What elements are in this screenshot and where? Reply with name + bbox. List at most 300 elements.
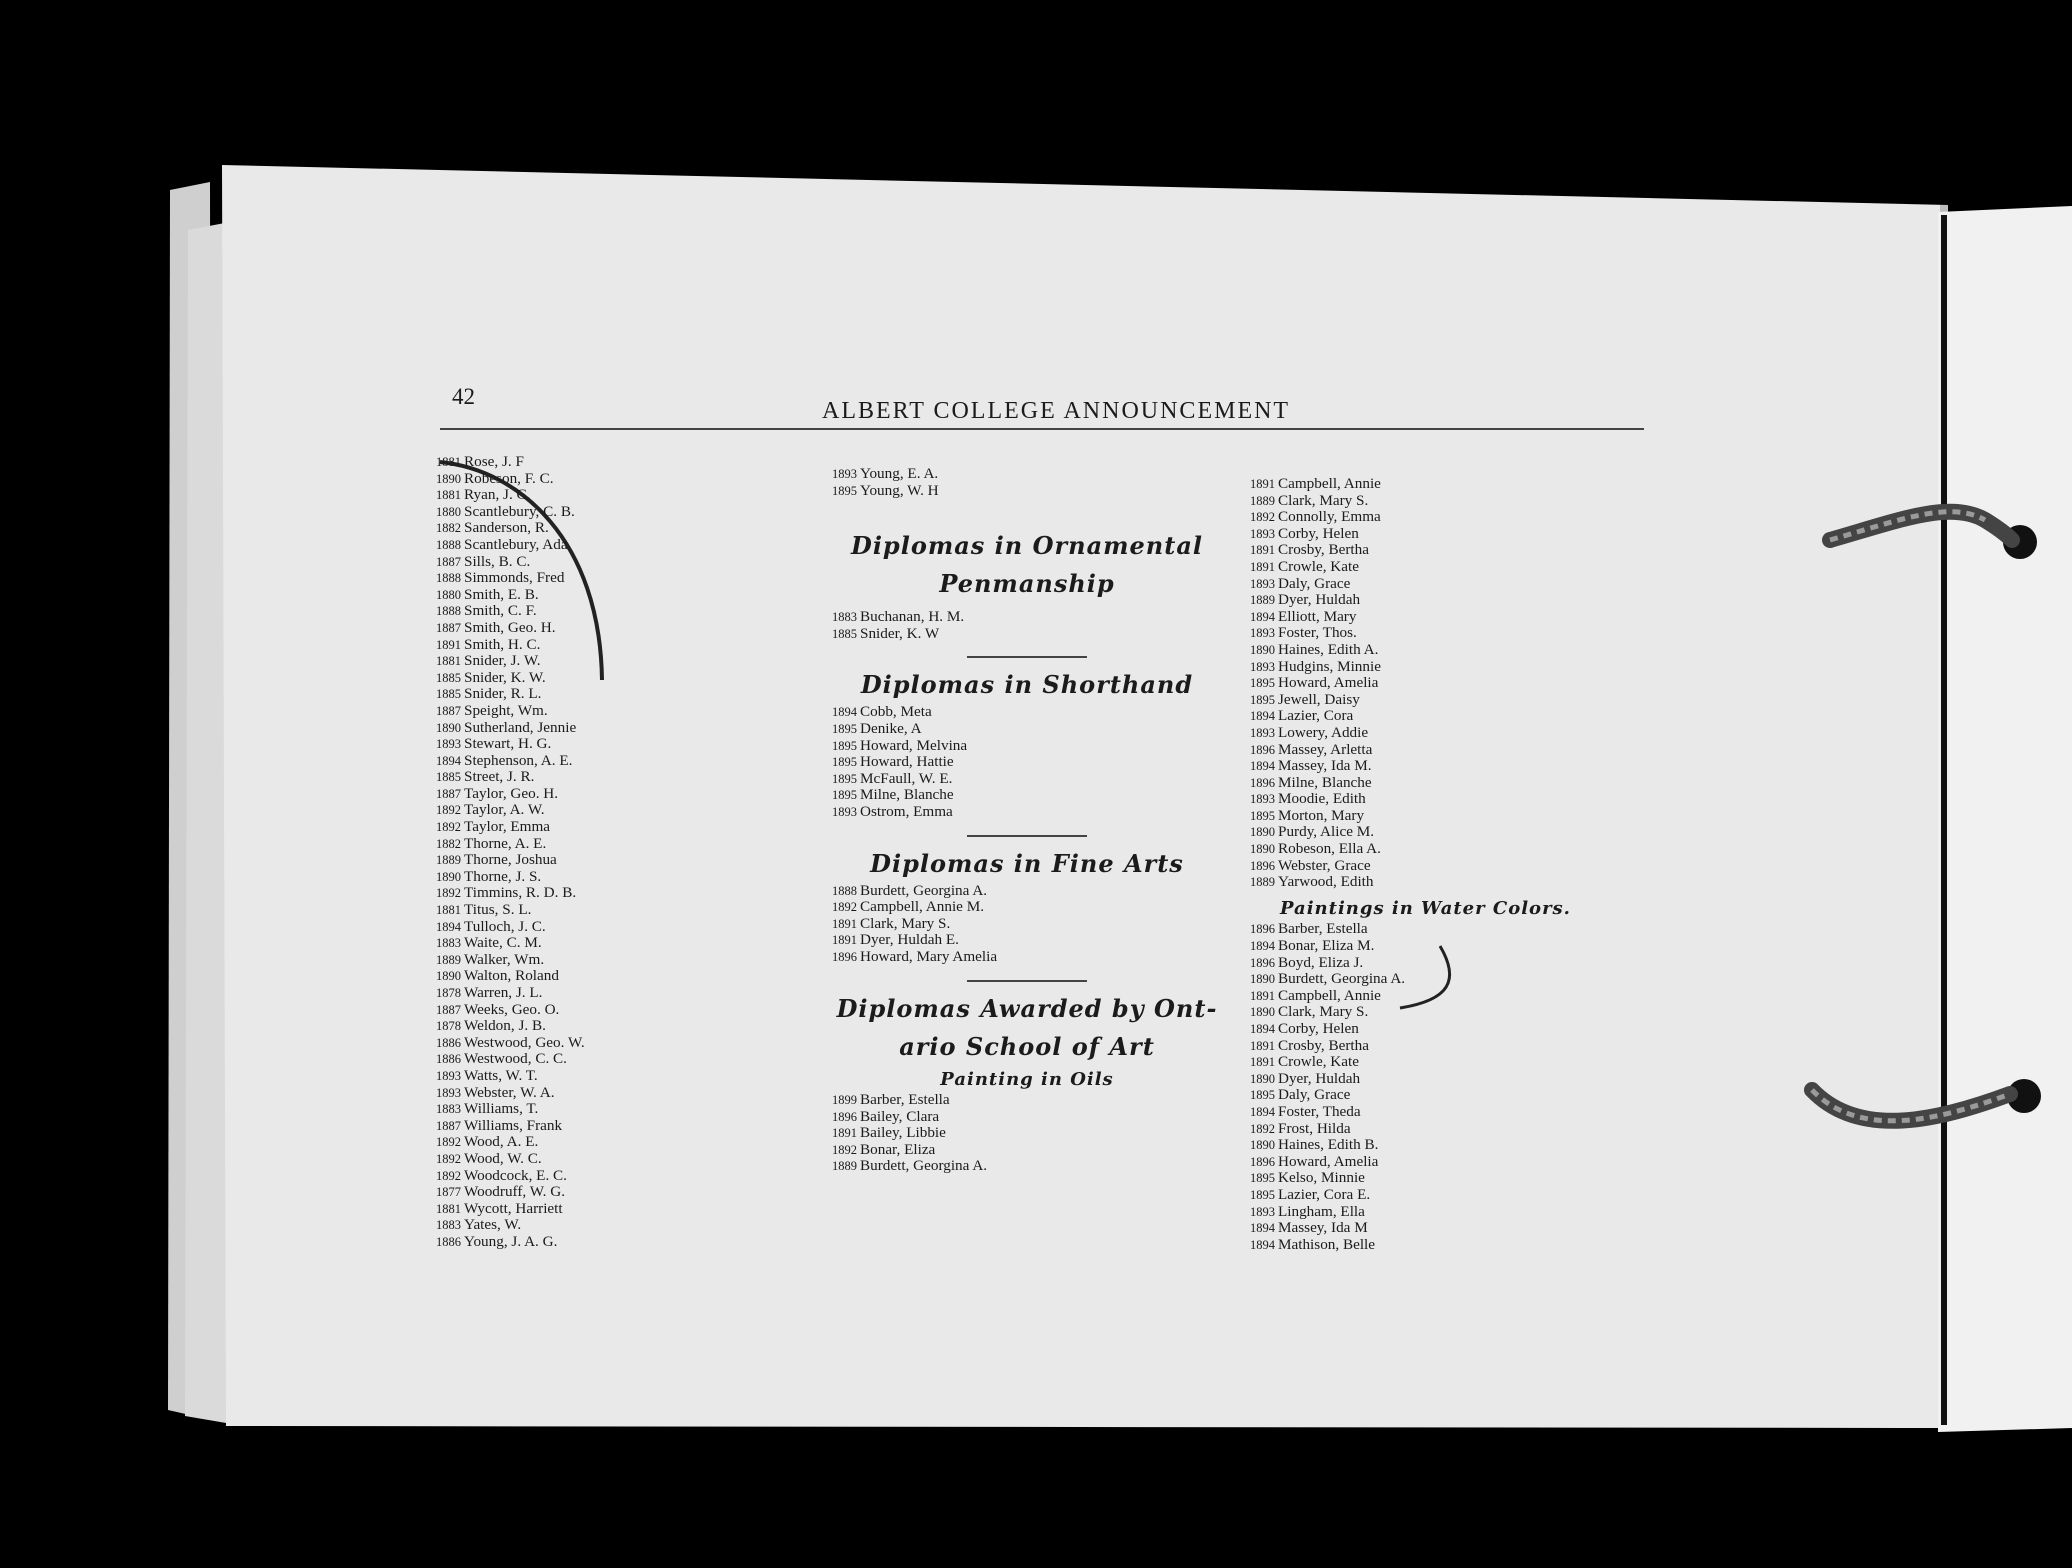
entry-year: 1888	[832, 883, 857, 898]
list-item	[436, 968, 585, 985]
entry-year: 1895	[1250, 692, 1275, 707]
list-item	[1250, 609, 1630, 626]
entry-year: 1890	[436, 969, 461, 984]
entry-year: 1882	[436, 521, 461, 536]
entry-year: 1892	[436, 820, 461, 835]
entry-name: Thorne, Joshua	[464, 851, 557, 869]
entry-year: 1894	[1250, 759, 1275, 774]
entry-name: Weldon, J. B.	[464, 1017, 546, 1035]
entry-name: Bailey, Libbie	[860, 1124, 946, 1142]
list-item	[1250, 1054, 1630, 1071]
entry-year: 1881	[436, 455, 461, 469]
entry-name: Howard, Melvina	[860, 736, 968, 754]
entry-year: 1893	[1250, 1204, 1275, 1219]
entry-year: 1889	[1250, 875, 1275, 890]
entry-year: 1890	[436, 869, 461, 884]
entry-name: Clark, Mary S.	[1278, 491, 1369, 509]
entry-year: 1887	[436, 1002, 461, 1017]
continued-list	[1250, 476, 1630, 891]
entry-year: 1894	[1250, 1104, 1275, 1119]
entry-year: 1891	[832, 916, 857, 931]
list-item	[832, 704, 1222, 721]
entry-year: 1890	[1250, 1138, 1275, 1153]
list-item	[1250, 509, 1630, 526]
list-item	[436, 985, 585, 1002]
entry-year: 1896	[1250, 858, 1275, 873]
entry-year: 1896	[832, 949, 857, 964]
entry-year: 1878	[436, 1019, 461, 1034]
list-item	[1250, 1038, 1630, 1055]
entry-year: 1896	[1250, 955, 1275, 970]
entry-year: 1895	[1250, 1187, 1275, 1202]
entry-name: Sills, B. C.	[464, 552, 531, 570]
entry-year: 1893	[1250, 725, 1275, 740]
entry-year: 1881	[436, 1201, 461, 1216]
entry-name: Smith, H. C.	[464, 635, 541, 653]
list-item	[832, 721, 1222, 738]
water-colors-list	[1250, 921, 1630, 1253]
entry-name: Corby, Helen	[1278, 524, 1359, 542]
section-shorthand	[832, 666, 1222, 820]
entry-year: 1889	[436, 952, 461, 967]
entry-year: 1896	[1250, 742, 1275, 757]
entry-name: Thorne, J. S.	[464, 867, 542, 885]
entry-year: 1895	[1250, 808, 1275, 823]
list-item	[436, 1118, 585, 1135]
section-divider	[967, 656, 1087, 658]
entry-name: Wood, W. C.	[464, 1149, 542, 1167]
entry-name: Wycott, Harriett	[464, 1199, 563, 1217]
list-item	[436, 1018, 585, 1035]
entry-name: Scantlebury, C. B.	[464, 502, 575, 520]
entry-year: 1892	[436, 803, 461, 818]
entry-name: Sutherland, Jennie	[464, 718, 577, 736]
entry-year: 1892	[436, 1135, 461, 1150]
entry-name: Daly, Grace	[1278, 1086, 1351, 1104]
entry-name: Cobb, Meta	[860, 703, 932, 721]
list-item	[436, 902, 585, 919]
entry-name: Campbell, Annie	[1278, 986, 1381, 1004]
entry-year: 1881	[436, 654, 461, 669]
entry-name: Snider, J. W.	[464, 652, 541, 670]
entry-year: 1891	[1250, 988, 1275, 1003]
list-item	[1250, 1104, 1630, 1121]
entry-year: 1895	[832, 483, 857, 498]
entry-year: 1899	[832, 1093, 857, 1108]
entry-year: 1892	[832, 900, 857, 915]
list-item	[832, 804, 1222, 821]
list-item	[436, 537, 585, 554]
entry-year: 1889	[1250, 493, 1275, 508]
entry-year: 1887	[436, 554, 461, 569]
list-item	[1250, 542, 1630, 559]
entry-year: 1890	[1250, 842, 1275, 857]
list-item	[436, 670, 585, 687]
list-item	[436, 587, 585, 604]
list-item	[436, 919, 585, 936]
section-heading: Diplomas in Fine Arts	[870, 848, 1184, 878]
list-item	[1250, 476, 1630, 493]
entry-year: 1896	[832, 1109, 857, 1124]
entry-name: Foster, Thos.	[1278, 624, 1357, 642]
section-heading-cont: ario School of Art	[899, 1031, 1155, 1061]
list-item	[832, 787, 1222, 804]
entry-name: Barber, Estella	[1278, 920, 1368, 938]
entry-name: Connolly, Emma	[1278, 508, 1381, 526]
entry-year: 1886	[436, 1052, 461, 1067]
list-item	[832, 466, 1222, 483]
entry-name: Titus, S. L.	[464, 901, 532, 919]
list-item	[832, 1109, 1222, 1126]
list-item	[436, 885, 585, 902]
list-item	[436, 935, 585, 952]
list-item	[1250, 708, 1630, 725]
continued-list	[832, 466, 1222, 499]
entry-name: Denike, A	[860, 719, 922, 737]
entry-year: 1889	[832, 1159, 857, 1174]
list-item	[832, 1142, 1222, 1159]
list-item	[436, 504, 585, 521]
entry-name: Woodcock, E. C.	[464, 1166, 567, 1184]
entry-name: Walker, Wm.	[464, 950, 545, 968]
entry-name: Burdett, Georgina A.	[860, 1157, 988, 1175]
entry-year: 1895	[832, 755, 857, 770]
entry-year: 1893	[1250, 792, 1275, 807]
list-item	[436, 819, 585, 836]
entry-year: 1895	[1250, 676, 1275, 691]
entry-year: 1890	[1250, 642, 1275, 657]
middle-column	[832, 466, 1222, 1183]
entry-name: Timmins, R. D. B.	[464, 884, 577, 902]
list-item	[1250, 988, 1630, 1005]
entry-year: 1886	[436, 1234, 461, 1249]
entry-year: 1885	[436, 687, 461, 702]
entry-year: 1893	[436, 1068, 461, 1083]
entry-year: 1882	[436, 836, 461, 851]
list-item	[436, 471, 585, 488]
entry-year: 1887	[436, 620, 461, 635]
list-item	[436, 1002, 585, 1019]
section-heading-cont: Penmanship	[939, 569, 1115, 599]
list-item	[1250, 955, 1630, 972]
entry-year: 1896	[1250, 1154, 1275, 1169]
entry-name: Lowery, Addie	[1278, 723, 1369, 741]
section-heading: Diplomas in Shorthand	[860, 670, 1194, 700]
entry-year: 1880	[436, 504, 461, 519]
entry-name: Speight, Wm.	[464, 701, 548, 719]
entry-name: Massey, Arletta	[1278, 740, 1373, 758]
entry-name: Crowle, Kate	[1278, 1053, 1359, 1071]
entry-name: Young, E. A.	[860, 465, 939, 482]
entry-year: 1890	[1250, 825, 1275, 840]
entry-year: 1892	[436, 886, 461, 901]
entry-name: Smith, Geo. H.	[464, 618, 556, 636]
entry-year: 1891	[436, 637, 461, 652]
list-item	[436, 1101, 585, 1118]
entry-name: Moodie, Edith	[1278, 790, 1366, 808]
list-item	[436, 720, 585, 737]
section-water-colors	[1250, 897, 1630, 1253]
list-item	[1250, 824, 1630, 841]
entry-name: Weeks, Geo. O.	[464, 1000, 560, 1018]
entry-year: 1883	[832, 610, 857, 625]
list-item	[1250, 1220, 1630, 1237]
entry-name: Snider, R. L.	[464, 685, 542, 703]
entry-year: 1894	[1250, 1022, 1275, 1036]
list-item	[1250, 971, 1630, 988]
page-number: 42	[452, 384, 475, 409]
entry-year: 1890	[1250, 1005, 1275, 1020]
list-item	[1250, 526, 1630, 543]
section-ornamental-penmanship	[832, 527, 1222, 642]
entry-name: Yarwood, Edith	[1278, 873, 1374, 891]
list-item	[436, 802, 585, 819]
entry-year: 1895	[1250, 1171, 1275, 1186]
right-column	[1250, 476, 1630, 1261]
entry-name: Stephenson, A. E.	[464, 751, 573, 769]
list-item	[436, 653, 585, 670]
entry-year: 1890	[1250, 1071, 1275, 1086]
list-item	[1250, 758, 1630, 775]
section-ontario-school-of-art	[832, 990, 1222, 1176]
entry-year: 1894	[832, 705, 857, 720]
entry-year: 1894	[436, 919, 461, 934]
list-item	[1250, 493, 1630, 510]
entry-year: 1891	[1250, 477, 1275, 491]
list-item	[1250, 725, 1630, 742]
entry-name: Barber, Estella	[860, 1091, 950, 1109]
entry-year: 1894	[1250, 709, 1275, 724]
entry-name: Dyer, Huldah	[1278, 591, 1361, 609]
entry-name: Smith, E. B.	[464, 585, 539, 603]
list-item	[1250, 1204, 1630, 1221]
list-item	[1250, 791, 1630, 808]
entry-year: 1890	[436, 720, 461, 735]
list-item	[1250, 921, 1630, 938]
entry-year: 1895	[832, 738, 857, 753]
entry-name: Crosby, Bertha	[1278, 1036, 1369, 1054]
entry-name: Burdett, Georgina A.	[860, 881, 988, 899]
list-item	[436, 1035, 585, 1052]
entry-name: Massey, Ida M	[1278, 1219, 1368, 1237]
list-item	[436, 1234, 585, 1251]
list-item	[436, 686, 585, 703]
entry-name: Clark, Mary S.	[860, 914, 951, 932]
entry-year: 1894	[1250, 1221, 1275, 1236]
entry-name: Burdett, Georgina A.	[1278, 970, 1406, 988]
entry-name: Bonar, Eliza M.	[1278, 937, 1375, 955]
entry-name: Morton, Mary	[1278, 806, 1365, 824]
entry-name: Waite, C. M.	[464, 934, 542, 952]
entry-year: 1893	[436, 737, 461, 752]
list-item	[436, 1168, 585, 1185]
list-item	[1250, 938, 1630, 955]
entry-name: Bailey, Clara	[860, 1107, 940, 1125]
entry-name: Purdy, Alice M.	[1278, 823, 1375, 841]
list-item	[832, 916, 1222, 933]
entry-year: 1894	[436, 753, 461, 768]
entry-year: 1895	[1250, 1088, 1275, 1103]
entry-year: 1883	[436, 936, 461, 951]
list-item	[436, 620, 585, 637]
entry-name: Foster, Theda	[1278, 1102, 1361, 1120]
list-item	[1250, 675, 1630, 692]
list-item	[436, 952, 585, 969]
list-item	[832, 483, 1222, 500]
list-item	[832, 949, 1222, 966]
list-item	[436, 753, 585, 770]
list-item	[1250, 559, 1630, 576]
entry-name: Campbell, Annie	[1278, 475, 1381, 492]
entry-name: Wood, A. E.	[464, 1133, 539, 1151]
entry-name: Bonar, Eliza	[860, 1140, 936, 1158]
list-item	[1250, 1121, 1630, 1138]
oils-list	[832, 1092, 1222, 1175]
entry-name: Robeson, Ella A.	[1278, 840, 1381, 858]
entry-year: 1891	[1250, 1055, 1275, 1070]
entry-name: Howard, Amelia	[1278, 674, 1379, 692]
section-divider	[967, 980, 1087, 982]
list-item	[436, 1201, 585, 1218]
entry-name: Crowle, Kate	[1278, 557, 1359, 575]
entry-name: Scantlebury, Ada	[464, 535, 568, 553]
entry-year: 1892	[1250, 1121, 1275, 1136]
entry-year: 1881	[436, 488, 461, 503]
list-item	[1250, 1170, 1630, 1187]
list-item	[436, 1085, 585, 1102]
list-item	[832, 899, 1222, 916]
entry-year: 1893	[436, 1085, 461, 1100]
entry-year: 1893	[1250, 526, 1275, 541]
entry-year: 1888	[436, 604, 461, 619]
entry-name: Webster, W. A.	[464, 1083, 555, 1101]
list-item	[1250, 874, 1630, 891]
entry-year: 1895	[832, 788, 857, 803]
entry-year: 1896	[1250, 775, 1275, 790]
entry-year: 1886	[436, 1035, 461, 1050]
entry-name: Boyd, Eliza J.	[1278, 953, 1364, 971]
list-item	[436, 736, 585, 753]
entry-name: Taylor, A. W.	[464, 801, 545, 819]
list-item	[832, 932, 1222, 949]
list-item	[436, 1134, 585, 1151]
list-item	[832, 754, 1222, 771]
entry-name: Clark, Mary S.	[1278, 1003, 1369, 1021]
entry-year: 1881	[436, 903, 461, 918]
shorthand-list	[832, 704, 1222, 820]
entry-year: 1894	[1250, 1237, 1275, 1252]
list-item	[436, 637, 585, 654]
list-item	[1250, 775, 1630, 792]
entry-name: Watts, W. T.	[464, 1066, 538, 1084]
list-item	[436, 454, 585, 471]
list-item	[1250, 576, 1630, 593]
entry-year: 1892	[1250, 510, 1275, 525]
list-item	[1250, 1187, 1630, 1204]
entry-name: Yates, W.	[464, 1216, 522, 1234]
entry-name: Webster, Grace	[1278, 856, 1371, 874]
list-item	[1250, 1087, 1630, 1104]
list-item	[436, 836, 585, 853]
list-item	[436, 603, 585, 620]
entry-name: Daly, Grace	[1278, 574, 1351, 592]
list-item	[436, 570, 585, 587]
entry-year: 1896	[1250, 922, 1275, 937]
entry-year: 1885	[436, 770, 461, 785]
entry-name: Stewart, H. G.	[464, 735, 552, 753]
list-item	[832, 771, 1222, 788]
list-item	[832, 1125, 1222, 1142]
section-divider	[967, 835, 1087, 837]
list-item	[1250, 1071, 1630, 1088]
entry-year: 1888	[436, 571, 461, 586]
list-item	[832, 609, 1222, 626]
entry-name: Robeson, F. C.	[464, 469, 554, 487]
entry-name: Lingham, Ella	[1278, 1202, 1365, 1220]
list-item	[1250, 742, 1630, 759]
left-column	[436, 454, 585, 1251]
entry-name: Snider, K. W	[860, 624, 940, 642]
entry-name: Haines, Edith A.	[1278, 640, 1379, 658]
entry-year: 1892	[436, 1168, 461, 1183]
section-heading: Diplomas Awarded by Ont-	[836, 993, 1218, 1023]
list-item	[832, 738, 1222, 755]
list-item	[436, 1068, 585, 1085]
entry-year: 1889	[436, 853, 461, 868]
entry-name: Taylor, Emma	[464, 818, 551, 836]
list-item	[436, 1184, 585, 1201]
subsection-heading: Painting in Oils	[940, 1068, 1114, 1090]
entry-name: Lazier, Cora E.	[1278, 1185, 1371, 1203]
list-item	[1250, 858, 1630, 875]
entry-year: 1893	[1250, 576, 1275, 591]
list-item	[832, 1092, 1222, 1109]
entry-year: 1893	[832, 804, 857, 819]
entry-year: 1892	[832, 1142, 857, 1157]
entry-year: 1891	[832, 933, 857, 948]
name-list	[436, 454, 585, 1251]
list-item	[1250, 841, 1630, 858]
entry-year: 1887	[436, 786, 461, 801]
entry-year: 1894	[1250, 609, 1275, 624]
list-item	[436, 852, 585, 869]
entry-name: Woodruff, W. G.	[464, 1183, 566, 1201]
entry-name: Campbell, Annie M.	[860, 898, 985, 916]
entry-name: Ryan, J. C.	[464, 486, 531, 504]
list-item	[1250, 1004, 1630, 1021]
list-item	[436, 554, 585, 571]
entry-name: Kelso, Minnie	[1278, 1169, 1365, 1187]
entry-name: Snider, K. W.	[464, 668, 546, 686]
entry-name: Frost, Hilda	[1278, 1119, 1351, 1137]
entry-name: Sanderson, R.	[464, 519, 549, 537]
entry-name: Milne, Blanche	[860, 786, 954, 804]
entry-year: 1895	[832, 771, 857, 786]
entry-name: Westwood, C. C.	[464, 1050, 567, 1068]
entry-year: 1894	[1250, 939, 1275, 954]
entry-name: Dyer, Huldah E.	[860, 931, 959, 949]
fine-arts-list	[832, 883, 1222, 966]
list-item	[1250, 592, 1630, 609]
entry-year: 1893	[832, 467, 857, 481]
entry-name: Young, J. A. G.	[464, 1232, 558, 1250]
entry-year: 1889	[1250, 593, 1275, 608]
entry-year: 1885	[436, 670, 461, 685]
list-item	[1250, 659, 1630, 676]
entry-year: 1891	[1250, 543, 1275, 558]
list-item	[832, 626, 1222, 643]
list-item	[436, 869, 585, 886]
